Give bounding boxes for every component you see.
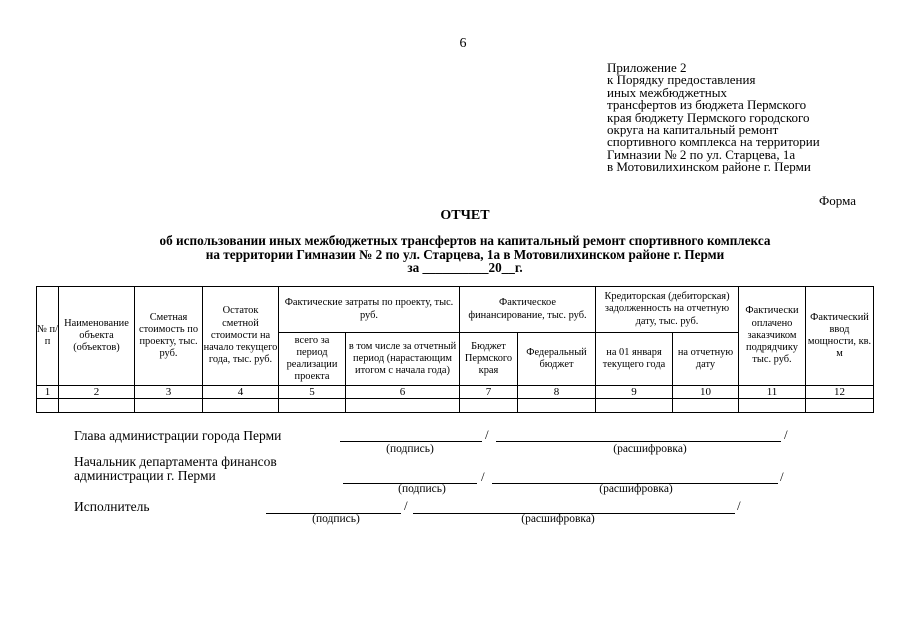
empty-data-row	[37, 399, 874, 413]
table-cell	[673, 399, 739, 413]
decoding-caption: (расшифровка)	[521, 513, 595, 525]
column-numbers-row	[37, 386, 874, 399]
appendix-line: округа на капитальный ремонт	[607, 122, 779, 138]
head-signature-line	[340, 441, 482, 442]
slash: /	[784, 427, 788, 442]
report-table	[36, 286, 874, 413]
header-object-name: Наименование объекта (объектов)	[59, 287, 135, 386]
report-period-line: за __________20__г.	[407, 260, 523, 275]
head-admin-title: Глава администрации города Перми	[74, 428, 282, 443]
header-jan1: на 01 января текущего года	[596, 333, 673, 386]
header-actual-costs: Фактические затраты по проекту, тыс. руб.	[279, 287, 460, 333]
header-num: № п/п	[37, 287, 59, 386]
slash: /	[780, 469, 784, 484]
table-cell	[59, 399, 135, 413]
table-cell	[518, 399, 596, 413]
table-cell	[37, 399, 59, 413]
finance-title-line: администрации г. Перми	[74, 468, 216, 483]
slash: /	[485, 427, 489, 442]
executor-title: Исполнитель	[74, 499, 150, 514]
appendix-line: Приложение 2	[607, 60, 687, 75]
table-cell	[135, 399, 203, 413]
header-period: в том числе за отчетный период (нарастающим итогом с начала года)	[346, 333, 460, 386]
appendix-line: Гимназии № 2 по ул. Старцева, 1а	[607, 146, 796, 162]
table-cell	[596, 399, 673, 413]
report-subtitle-line: на территории Гимназии № 2 по ул. Старцева, 1а в Мотовилихинском районе г. Перми	[205, 246, 725, 262]
header-regional-budget: Бюджет Пермского края	[460, 333, 518, 386]
table-cell	[279, 399, 346, 413]
appendix-note	[607, 62, 897, 174]
header-federal-budget: Федеральный бюджет	[518, 333, 596, 386]
report-subtitle	[70, 234, 860, 275]
appendix-line: к Порядку предоставления	[607, 72, 756, 88]
form-label: Форма	[819, 193, 856, 208]
appendix-line: иных межбюджетных	[607, 84, 727, 100]
finance-head-title	[74, 455, 277, 483]
header-balance: Остаток сметной стоимости на начало текущего года, тыс. руб.	[203, 287, 279, 386]
signature-caption: (подпись)	[312, 513, 360, 525]
header-report-date: на отчетную дату	[673, 333, 739, 386]
column-number: 5	[279, 386, 346, 399]
table-cell	[460, 399, 518, 413]
decoding-caption: (расшифровка)	[599, 483, 673, 495]
slash: /	[404, 498, 408, 513]
finance-title-line: Начальник департамента финансов	[74, 454, 277, 469]
column-number: 8	[518, 386, 596, 399]
header-estimate: Сметная стоимость по проекту, тыс. руб.	[135, 287, 203, 386]
table-cell	[203, 399, 279, 413]
slash: /	[481, 469, 485, 484]
report-subtitle-line: об использовании иных межбюджетных трансфертов на капитальный ремонт спортивного комплекса	[159, 233, 771, 248]
header-total: всего за период реализации проекта	[279, 333, 346, 386]
header-debt: Кредиторская (дебиторская) задолженность на отчетную дату, тыс. руб.	[596, 287, 739, 333]
column-number: 9	[596, 386, 673, 399]
appendix-line: в Мотовилихинском районе г. Перми	[607, 159, 811, 175]
column-number: 1	[37, 386, 59, 399]
column-number: 12	[806, 386, 874, 399]
page-number: 6	[459, 36, 467, 51]
header-funding: Фактическое финансирование, тыс. руб.	[460, 287, 596, 333]
header-paid: Фактически оплачено заказчиком подрядчику тыс. руб.	[739, 287, 806, 386]
header-capacity: Фактический ввод мощности, кв. м	[806, 287, 874, 386]
decoding-caption: (расшифровка)	[613, 443, 687, 455]
appendix-line: края бюджету Пермского городского	[607, 109, 810, 125]
column-number: 4	[203, 386, 279, 399]
appendix-line: трансфертов из бюджета Пермского	[607, 97, 807, 113]
signature-caption: (подпись)	[386, 443, 434, 455]
column-number: 6	[346, 386, 460, 399]
column-number: 7	[460, 386, 518, 399]
column-number: 11	[739, 386, 806, 399]
head-decoding-line	[496, 441, 781, 442]
signature-caption: (подпись)	[398, 483, 446, 495]
report-title: ОТЧЕТ	[440, 208, 490, 223]
column-number: 2	[59, 386, 135, 399]
table-cell	[806, 399, 874, 413]
column-number: 10	[673, 386, 739, 399]
table-cell	[739, 399, 806, 413]
column-number: 3	[135, 386, 203, 399]
slash: /	[737, 498, 741, 513]
table-cell	[346, 399, 460, 413]
appendix-line: спортивного комплекса на территории	[607, 134, 820, 150]
